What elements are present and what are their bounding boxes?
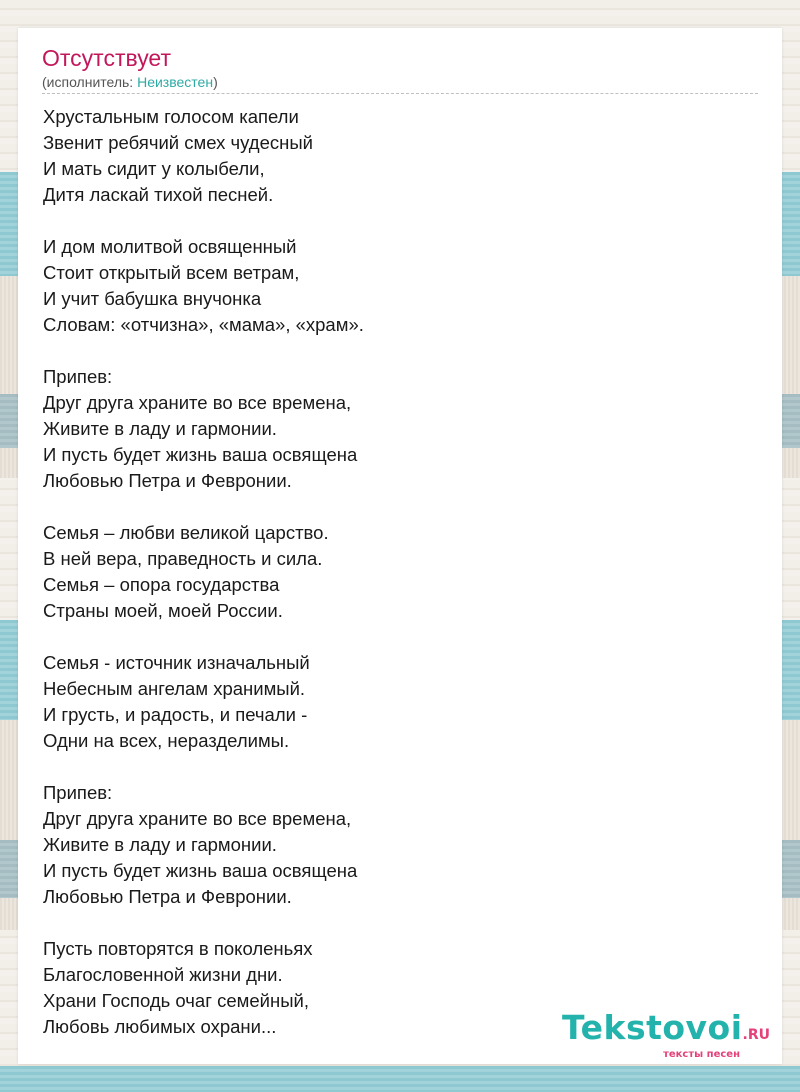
stanza-gap (43, 910, 743, 936)
lyric-line: Дитя ласкай тихой песней. (43, 184, 274, 205)
stanza-gap (43, 624, 743, 650)
lyric-line: И дом молитвой освященный (43, 236, 297, 257)
lyrics-card (18, 28, 782, 1064)
lyric-line: И грусть, и радость, и печали - (43, 704, 308, 725)
lyric-line: Любовь любимых охрани... (43, 1016, 277, 1037)
lyric-line: Друг друга храните во все времена, (43, 808, 352, 829)
artist-suffix: ) (213, 74, 218, 90)
lyric-line: Друг друга храните во все времена, (43, 392, 352, 413)
lyric-line: Хрустальным голосом капели (43, 106, 299, 127)
lyric-line: И учит бабушка внучонка (43, 288, 262, 309)
background-stripe (0, 1066, 800, 1092)
stanza-gap (43, 338, 743, 364)
site-logo[interactable] (561, 1008, 770, 1060)
stanza-gap (43, 208, 743, 234)
lyric-line: Живите в ладу и гармонии. (43, 418, 277, 439)
lyric-line: Храни Господь очаг семейный, (43, 990, 309, 1011)
lyric-line: Семья – опора государства (43, 574, 280, 595)
artist-link[interactable]: Неизвестен (137, 74, 214, 90)
lyric-line: Припев: (43, 366, 113, 387)
title-divider (42, 93, 758, 94)
lyric-line: Стоит открытый всем ветрам, (43, 262, 300, 283)
lyric-line: Семья - источник изначальный (43, 652, 310, 673)
lyric-line: Припев: (43, 782, 113, 803)
lyric-line: Звенит ребячий смех чудесный (43, 132, 313, 153)
lyric-line: Словам: «отчизна», «мама», «храм». (43, 314, 364, 335)
stanza-gap (43, 754, 743, 780)
logo-tld: .RU (742, 1027, 770, 1043)
song-title: Отсутствует (42, 45, 171, 71)
logo-tagline: тексты песен (663, 1049, 740, 1060)
lyric-line: Благословенной жизни дни. (43, 964, 283, 985)
lyric-line: И мать сидит у колыбели, (43, 158, 265, 179)
artist-line (42, 73, 218, 91)
lyric-line: И пусть будет жизнь ваша освящена (43, 444, 358, 465)
lyric-line: И пусть будет жизнь ваша освящена (43, 860, 358, 881)
lyric-line: Страны моей, моей России. (43, 600, 283, 621)
artist-prefix: (исполнитель: (42, 74, 138, 90)
lyric-line: В ней вера, праведность и сила. (43, 548, 323, 569)
logo-wordmark (561, 1008, 770, 1052)
lyric-line: Небесным ангелам хранимый. (43, 678, 306, 699)
lyric-line: Любовью Петра и Февронии. (43, 886, 292, 907)
lyric-line: Пусть повторятся в поколеньях (43, 938, 313, 959)
lyric-line: Любовью Петра и Февронии. (43, 470, 292, 491)
stanza-gap (43, 494, 743, 520)
logo-name: Tekstovoi (561, 1008, 743, 1047)
lyric-line: Живите в ладу и гармонии. (43, 834, 277, 855)
lyrics-body (43, 104, 743, 1040)
lyric-line: Одни на всех, неразделимы. (43, 730, 290, 751)
lyric-line: Семья – любви великой царство. (43, 522, 329, 543)
